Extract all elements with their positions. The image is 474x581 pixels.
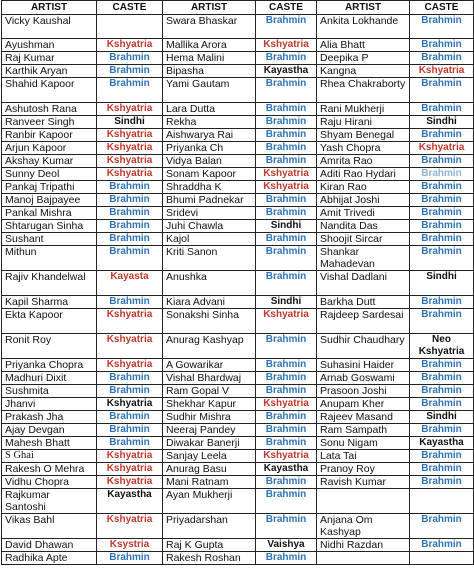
caste-cell: Kshyatria [256, 309, 317, 334]
caste-cell: Brahmin [410, 15, 474, 39]
caste-cell: Brahmin [410, 450, 474, 463]
caste-cell: Brahmin [256, 78, 317, 103]
artist-cell: Lata Tai [317, 450, 410, 463]
artist-cell: Anurag Basu [163, 463, 256, 476]
table-row [2, 15, 474, 39]
caste-cell: Brahmin [97, 385, 163, 398]
caste-cell: Neo Kshyatria [410, 334, 474, 359]
caste-cell: Brahmin [256, 385, 317, 398]
artist-cell: Shahid Kapoor [2, 78, 97, 103]
artist-cell: Shyam Benegal [317, 129, 410, 142]
artist-cell: Akshay Kumar [2, 155, 97, 168]
caste-cell: Brahmin [97, 233, 163, 246]
caste-cell: Brahmin [410, 52, 474, 65]
caste-cell: Brahmin [97, 424, 163, 437]
caste-cell: Brahmin [97, 194, 163, 207]
caste-cell: Brahmin [410, 514, 474, 539]
table-row [2, 424, 474, 437]
table-row [2, 271, 474, 296]
table-row [2, 514, 474, 539]
artist-cell: Bipasha [163, 65, 256, 78]
caste-cell: Kayastha [97, 489, 163, 514]
artist-cell: Pankaj Tripathi [2, 181, 97, 194]
caste-cell: Kayasta [97, 271, 163, 296]
caste-cell: Kshyatria [97, 359, 163, 372]
caste-cell: Brahmin [97, 52, 163, 65]
caste-cell: Brahmin [410, 233, 474, 246]
artist-cell: Anjana Om Kashyap [317, 514, 410, 539]
artist-cell: Bhumi Padnekar [163, 194, 256, 207]
caste-cell [410, 552, 474, 565]
caste-cell: Vaishya [256, 539, 317, 552]
header-artist-2: ARTIST [163, 1, 256, 15]
caste-cell: Brahmin [256, 359, 317, 372]
artist-cell: Aditi Rao Hydari [317, 168, 410, 181]
caste-cell: Brahmin [97, 411, 163, 424]
table-row [2, 116, 474, 129]
caste-cell: Kshyatria [256, 39, 317, 52]
artist-cell: Radhika Apte [2, 552, 97, 565]
artist-cell: Sanjay Leela [163, 450, 256, 463]
artist-cell: Diwakar Banerji [163, 437, 256, 450]
caste-cell: Brahmin [410, 207, 474, 220]
artist-cell: Barkha Dutt [317, 296, 410, 309]
caste-cell: Brahmin [97, 220, 163, 233]
artist-cell: Mani Ratnam [163, 476, 256, 489]
artist-cell: Alia Bhatt [317, 39, 410, 52]
caste-cell: Ksystria [97, 539, 163, 552]
artist-cell: Mallika Arora [163, 39, 256, 52]
artist-cell: Ronit Roy [2, 334, 97, 359]
artist-cell: Amrita Rao [317, 155, 410, 168]
table-row [2, 372, 474, 385]
artist-cell [317, 489, 410, 514]
artist-cell: Ashutosh Rana [2, 103, 97, 116]
artist-cell: Anupam Kher [317, 398, 410, 411]
header-caste-2: CASTE [256, 1, 317, 15]
artist-cell: Kiran Rao [317, 181, 410, 194]
artist-cell: Anurag Kashyap [163, 334, 256, 359]
artist-cell: Abhijat Joshi [317, 194, 410, 207]
caste-cell: Sindhi [410, 411, 474, 424]
caste-cell: Sindhi [410, 116, 474, 129]
artist-cell: Karthik Aryan [2, 65, 97, 78]
artist-cell: Kajol [163, 233, 256, 246]
caste-cell: Brahmin [410, 372, 474, 385]
table-row [2, 385, 474, 398]
caste-cell: Brahmin [410, 476, 474, 489]
artist-cell: Jhanvi [2, 398, 97, 411]
caste-cell: Brahmin [410, 539, 474, 552]
artist-cell: Vikas Bahl [2, 514, 97, 539]
table-row [2, 411, 474, 424]
artist-cell: Nandita Das [317, 220, 410, 233]
caste-cell: Brahmin [256, 476, 317, 489]
artist-cell: Suhasini Haider [317, 359, 410, 372]
caste-cell: Kshyatria [97, 39, 163, 52]
artist-cell: Rhea Chakraborty [317, 78, 410, 103]
artist-cell: Ayan Mukherji [163, 489, 256, 514]
artist-cell: Anushka [163, 271, 256, 296]
caste-cell: Brahmin [410, 309, 474, 334]
artist-cell: Ranveer Singh [2, 116, 97, 129]
caste-cell: Brahmin [97, 552, 163, 565]
artist-cell: Kiara Advani [163, 296, 256, 309]
artist-cell: Raj K Gupta [163, 539, 256, 552]
header-caste-3: CASTE [410, 1, 474, 15]
caste-cell: Kshyatria [410, 142, 474, 155]
table-row [2, 463, 474, 476]
artist-cell: Sonu Nigam [317, 437, 410, 450]
caste-cell: Brahmin [256, 271, 317, 296]
artist-cell: Mahesh Bhatt [2, 437, 97, 450]
caste-cell: Kayastha [256, 65, 317, 78]
caste-cell: Brahmin [256, 552, 317, 565]
artist-cell: Shekhar Kapur [163, 398, 256, 411]
caste-cell: Brahmin [410, 168, 474, 181]
artist-cell: Vishal Dadlani [317, 271, 410, 296]
artist-cell: Sudhir Chaudhary [317, 334, 410, 359]
caste-cell: Brahmin [410, 296, 474, 309]
caste-cell: Brahmin [256, 514, 317, 539]
caste-cell: Brahmin [256, 129, 317, 142]
caste-cell: Brahmin [410, 385, 474, 398]
caste-cell: Kshyatria [97, 463, 163, 476]
artist-cell: Pankal Mishra [2, 207, 97, 220]
caste-cell: Kshyatria [97, 450, 163, 463]
caste-cell: Brahmin [256, 142, 317, 155]
artist-cell: Ankita Lokhande [317, 15, 410, 39]
table-row [2, 309, 474, 334]
caste-cell: Brahmin [410, 129, 474, 142]
caste-cell: Brahmin [256, 233, 317, 246]
artist-cell: Raj Kumar [2, 52, 97, 65]
caste-cell: Kshyatria [256, 398, 317, 411]
caste-cell: Kshyatria [97, 142, 163, 155]
table-row [2, 103, 474, 116]
artist-cell: Ranbir Kapoor [2, 129, 97, 142]
artist-cell: Rakesh Roshan [163, 552, 256, 565]
caste-cell: Brahmin [256, 424, 317, 437]
caste-cell [410, 489, 474, 514]
artist-cell: Shoojit Sircar [317, 233, 410, 246]
artist-cell: Ram Gopal V [163, 385, 256, 398]
caste-cell: Brahmin [410, 39, 474, 52]
table-row [2, 398, 474, 411]
table-row [2, 129, 474, 142]
caste-cell: Brahmin [256, 372, 317, 385]
artist-cell: A Gowarikar [163, 359, 256, 372]
caste-cell: Brahmin [256, 207, 317, 220]
table-row [2, 142, 474, 155]
artist-cell: Vicky Kaushal [2, 15, 97, 39]
artist-cell: Rajdeep Sardesai [317, 309, 410, 334]
artist-cell: Sonam Kapoor [163, 168, 256, 181]
artist-cell: Arnab Goswami [317, 372, 410, 385]
artist-cell: Kriti Sanon [163, 246, 256, 271]
caste-cell: Brahmin [410, 463, 474, 476]
table-row [2, 539, 474, 552]
table-row [2, 489, 474, 514]
artist-cell: Sushant [2, 233, 97, 246]
artist-cell: Sunny Deol [2, 168, 97, 181]
table-row [2, 65, 474, 78]
table-row [2, 181, 474, 194]
artist-cell: Sushmita [2, 385, 97, 398]
caste-cell: Brahmin [256, 437, 317, 450]
table-body [2, 15, 474, 565]
caste-cell: Brahmin [256, 334, 317, 359]
artist-cell: Madhuri Dixit [2, 372, 97, 385]
caste-cell: Kshyatria [97, 168, 163, 181]
artist-cell: Kangna [317, 65, 410, 78]
header-row [2, 1, 474, 15]
artist-cell: Deepika P [317, 52, 410, 65]
table-row [2, 39, 474, 52]
caste-cell: Kshyatria [97, 514, 163, 539]
caste-cell: Brahmin [410, 220, 474, 233]
table-row [2, 207, 474, 220]
artist-cell: Pranoy Roy [317, 463, 410, 476]
artist-cell: Vidya Balan [163, 155, 256, 168]
artist-cell: Lara Dutta [163, 103, 256, 116]
artist-cell: Juhi Chawla [163, 220, 256, 233]
artist-cell: Raju Hirani [317, 116, 410, 129]
caste-cell: Brahmin [410, 359, 474, 372]
caste-cell: Kshyatria [97, 129, 163, 142]
caste-cell: Brahmin [97, 246, 163, 271]
table-row [2, 476, 474, 489]
caste-cell: Brahmin [410, 181, 474, 194]
caste-cell: Kshyatria [256, 168, 317, 181]
caste-cell: Brahmin [97, 78, 163, 103]
caste-cell: Brahmin [410, 246, 474, 271]
table-row [2, 450, 474, 463]
artist-cell: Manoj Bajpayee [2, 194, 97, 207]
caste-cell: Sindhi [256, 296, 317, 309]
caste-cell: Brahmin [256, 15, 317, 39]
caste-cell: Brahmin [97, 372, 163, 385]
artist-cell: Nidhi Razdan [317, 539, 410, 552]
caste-cell: Brahmin [256, 246, 317, 271]
caste-cell: Kshyatria [97, 398, 163, 411]
artist-cell: Sridevi [163, 207, 256, 220]
caste-cell: Kshyatria [97, 476, 163, 489]
caste-cell: Kshyatria [97, 309, 163, 334]
caste-cell: Kshyatria [97, 155, 163, 168]
artist-cell: Ajay Devgan [2, 424, 97, 437]
table-row [2, 437, 474, 450]
caste-cell: Kshyatria [97, 334, 163, 359]
header-artist-3: ARTIST [317, 1, 410, 15]
table-row [2, 552, 474, 565]
caste-cell: Kshyatria [256, 181, 317, 194]
artist-cell: Ravish Kumar [317, 476, 410, 489]
caste-cell: Sindhi [410, 271, 474, 296]
caste-cell: Kshyatria [97, 103, 163, 116]
artist-cell: Ekta Kapoor [2, 309, 97, 334]
table-row [2, 194, 474, 207]
caste-cell: Kshyatria [410, 65, 474, 78]
artist-cell: Priyadarshan [163, 514, 256, 539]
caste-cell: Brahmin [410, 398, 474, 411]
artist-cell: Priyanka Chopra [2, 359, 97, 372]
artist-cell: Yash Chopra [317, 142, 410, 155]
artist-cell: Prakash Jha [2, 411, 97, 424]
caste-cell: Brahmin [410, 194, 474, 207]
artist-cell: Rajiv Khandelwal [2, 271, 97, 296]
caste-cell: Kayastha [256, 463, 317, 476]
table-row [2, 168, 474, 181]
artist-cell: Mithun [2, 246, 97, 271]
artist-cell: Rekha [163, 116, 256, 129]
artist-cell: Rani Mukherji [317, 103, 410, 116]
artist-cell: Rajeev Masand [317, 411, 410, 424]
artist-cell: David Dhawan [2, 539, 97, 552]
caste-cell: Brahmin [410, 78, 474, 103]
artist-cell: Amit Trivedi [317, 207, 410, 220]
artist-cell: Shraddha K [163, 181, 256, 194]
caste-cell: Kayastha [410, 437, 474, 450]
artist-cell: Sudhir Mishra [163, 411, 256, 424]
artist-cell: Vishal Bhardwaj [163, 372, 256, 385]
caste-cell: Brahmin [256, 155, 317, 168]
caste-cell: Brahmin [256, 489, 317, 514]
caste-cell: Brahmin [97, 296, 163, 309]
caste-cell: Brahmin [97, 437, 163, 450]
artist-cell: Neeraj Pandey [163, 424, 256, 437]
table-row [2, 296, 474, 309]
artist-cell: Ayushman [2, 39, 97, 52]
caste-cell: Brahmin [256, 194, 317, 207]
header-artist-1: ARTIST [2, 1, 97, 15]
caste-cell: Brahmin [97, 181, 163, 194]
artist-cell: Hema Malini [163, 52, 256, 65]
caste-cell: Kshyatria [256, 450, 317, 463]
caste-cell: Brahmin [256, 411, 317, 424]
table-row [2, 52, 474, 65]
artist-cell: Ram Sampath [317, 424, 410, 437]
artist-cell: Arjun Kapoor [2, 142, 97, 155]
table-row [2, 359, 474, 372]
caste-cell [97, 15, 163, 39]
table-row [2, 220, 474, 233]
artist-cell: Kapil Sharma [2, 296, 97, 309]
artist-cell: Shankar Mahadevan [317, 246, 410, 271]
caste-cell: Brahmin [97, 65, 163, 78]
artist-cell: Swara Bhaskar [163, 15, 256, 39]
table-row [2, 233, 474, 246]
caste-cell: Sindhi [256, 220, 317, 233]
artist-cell: Vidhu Chopra [2, 476, 97, 489]
artist-cell: S Ghai [2, 450, 97, 463]
caste-cell: Brahmin [410, 155, 474, 168]
table-row [2, 155, 474, 168]
artist-cell: Yami Gautam [163, 78, 256, 103]
header-caste-1: CASTE [97, 1, 163, 15]
artist-cell [317, 552, 410, 565]
caste-cell: Brahmin [410, 424, 474, 437]
table-row [2, 78, 474, 103]
artist-cell: Rajkumar Santoshi [2, 489, 97, 514]
caste-cell: Brahmin [410, 103, 474, 116]
table-row [2, 334, 474, 359]
artist-cell: Shtarugan Sinha [2, 220, 97, 233]
caste-cell: Brahmin [256, 116, 317, 129]
table-row [2, 246, 474, 271]
caste-cell: Brahmin [256, 52, 317, 65]
caste-cell: Brahmin [97, 207, 163, 220]
artist-cell: Aishwarya Rai [163, 129, 256, 142]
caste-cell: Sindhi [97, 116, 163, 129]
artist-cell: Rakesh O Mehra [2, 463, 97, 476]
artist-cell: Prasoon Joshi [317, 385, 410, 398]
artist-cell: Priyanka Ch [163, 142, 256, 155]
artist-cell: Sonakshi Sinha [163, 309, 256, 334]
caste-cell: Brahmin [256, 103, 317, 116]
artist-caste-table [1, 0, 474, 565]
